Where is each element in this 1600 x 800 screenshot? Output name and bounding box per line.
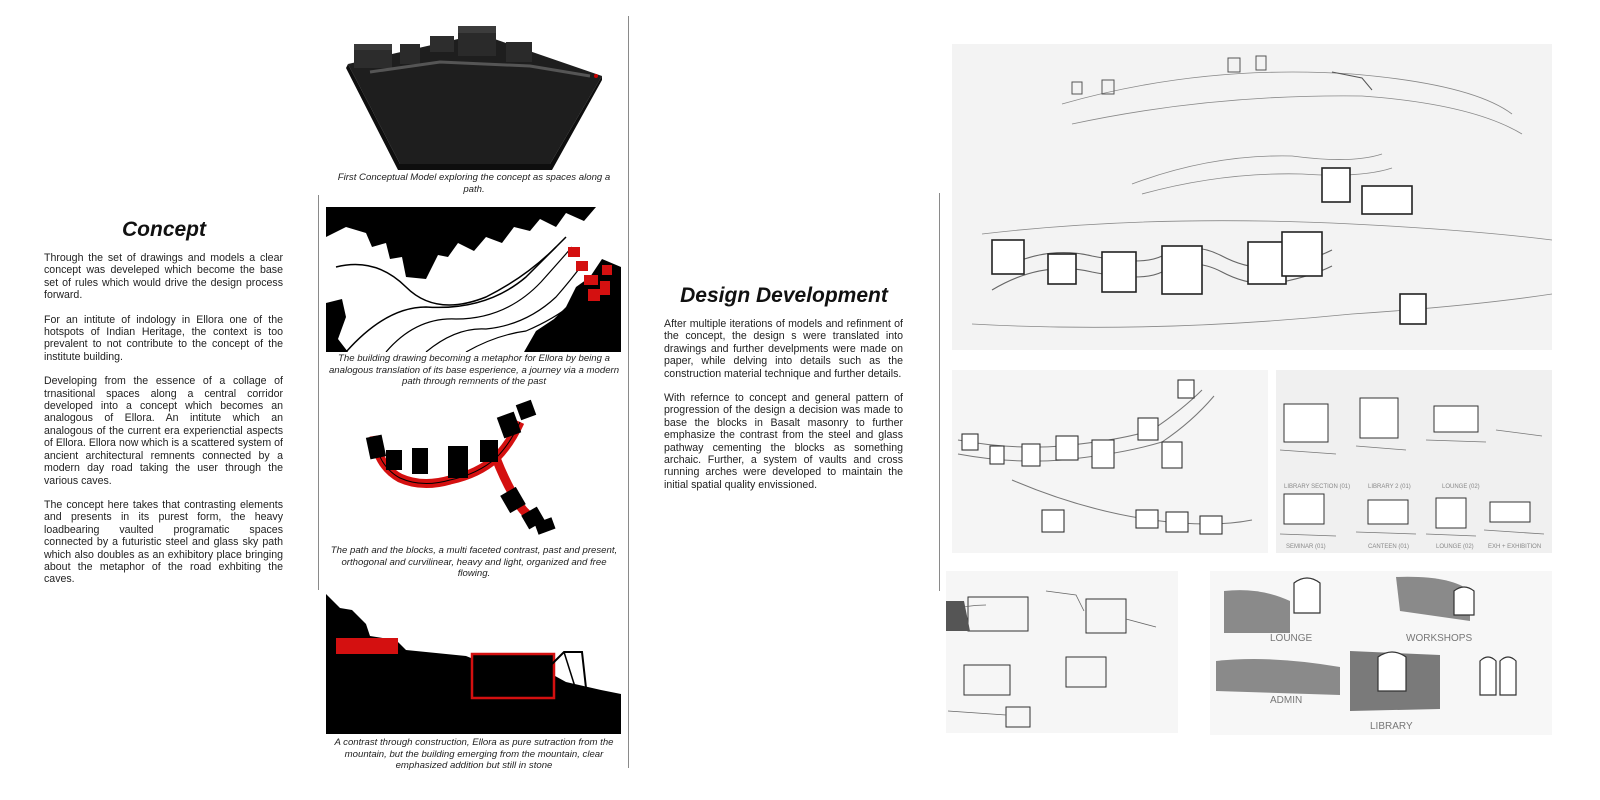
model-caption: First Conceptual Model exploring the concept as spaces along a path.: [337, 172, 611, 195]
concept-paragraph: Through the set of drawings and models a clear concept was develeped which become the base set of rules which would drive the design process forward.: [44, 252, 283, 302]
concept-text: [44, 252, 283, 598]
section-drawing: [326, 594, 621, 734]
concept-paragraph: Developing from the essence of a collage of trnasitional spaces along a central corridor developed into a concept which becomes an analogous of Ellora. An intitute which an analogous of the current era experienctial aspects of Ellora. Ellora now which is a scattered system of ancient architectural remnents connected by a modern day road taking the user through the various caves.: [44, 375, 283, 487]
design-development-title: Design Development: [680, 284, 888, 307]
label-canteen: CANTEEN (01): [1368, 544, 1410, 550]
interior-sections-sketch: [1276, 370, 1552, 553]
divider-left: [318, 195, 319, 590]
label-admin: ADMIN: [1270, 695, 1303, 706]
path-blocks-diagram: [360, 396, 580, 541]
label-exhibition: EXH + EXHIBITION: [1488, 544, 1542, 550]
concept-title: Concept: [122, 218, 206, 241]
site-plan-sketch: [952, 44, 1552, 350]
detail-sections-sketch: [946, 571, 1178, 733]
concept-paragraph: For an intitute of indology in Ellora one of the hotspots of Indian Heritage, the context is too prevalent to not contribute to the concept of the institute building.: [44, 313, 283, 363]
label-workshops: WORKSHOPS: [1406, 633, 1473, 644]
label-lounge-3: LOUNGE (02): [1436, 544, 1474, 550]
section-caption: A contrast through construction, Ellora as pure sutraction from the mountain, but the building emerging from the mountain, clear emphasized addition but still in stone: [334, 737, 614, 771]
design-paragraph: After multiple iterations of models and refinment of the concept, the design s were translated into drawings and further develpments were made on paper, while delving into details such as the construction material technique and further details.: [664, 318, 903, 380]
concept-paragraph: The concept here takes that contrasting elements and presents in its purest form, the heavy loadbearing vaulted programatic spaces connected by a futuristic steel and glass sky path which also doubles as an exhibitory place bringing about the metaphor of the road exhbiting the caves.: [44, 498, 283, 586]
label-library-2: LIBRARY 2 (01): [1368, 484, 1411, 490]
conceptual-model-image: [330, 14, 620, 172]
label-lounge-2: LOUNGE (02): [1442, 484, 1480, 490]
metaphor-caption: The building drawing becoming a metaphor for Ellora by being a analogous translation of its base esperience, a journey via a modern path through remnents of the past: [328, 353, 620, 387]
ellora-metaphor-drawing: [326, 207, 621, 352]
label-lounge: LOUNGE: [1270, 633, 1313, 644]
path-blocks-caption: The path and the blocks, a multi faceted contrast, past and present, orthogonal and curvilinear, heavy and light, organized and free flowing.: [330, 545, 618, 579]
label-seminar: SEMINAR (01): [1286, 544, 1326, 550]
design-development-text: [664, 318, 903, 503]
design-paragraph: With refernce to concept and general pattern of progression of the design a decision was made to base the blocks in Basalt masonry to further emphasize the contrast from the steel and glass pathway cementing the blocks as something archaic. Further, a system of vaults and cross running arches were developed to maintain the initial spatial quality envissioned.: [664, 392, 903, 491]
label-library: LIBRARY: [1370, 721, 1413, 732]
label-library-section: LIBRARY SECTION (01): [1284, 484, 1351, 490]
divider-middle: [628, 16, 629, 768]
programme-sections-sketch: [1210, 571, 1552, 735]
plan-sketch: [952, 370, 1268, 553]
divider-right: [939, 193, 940, 591]
